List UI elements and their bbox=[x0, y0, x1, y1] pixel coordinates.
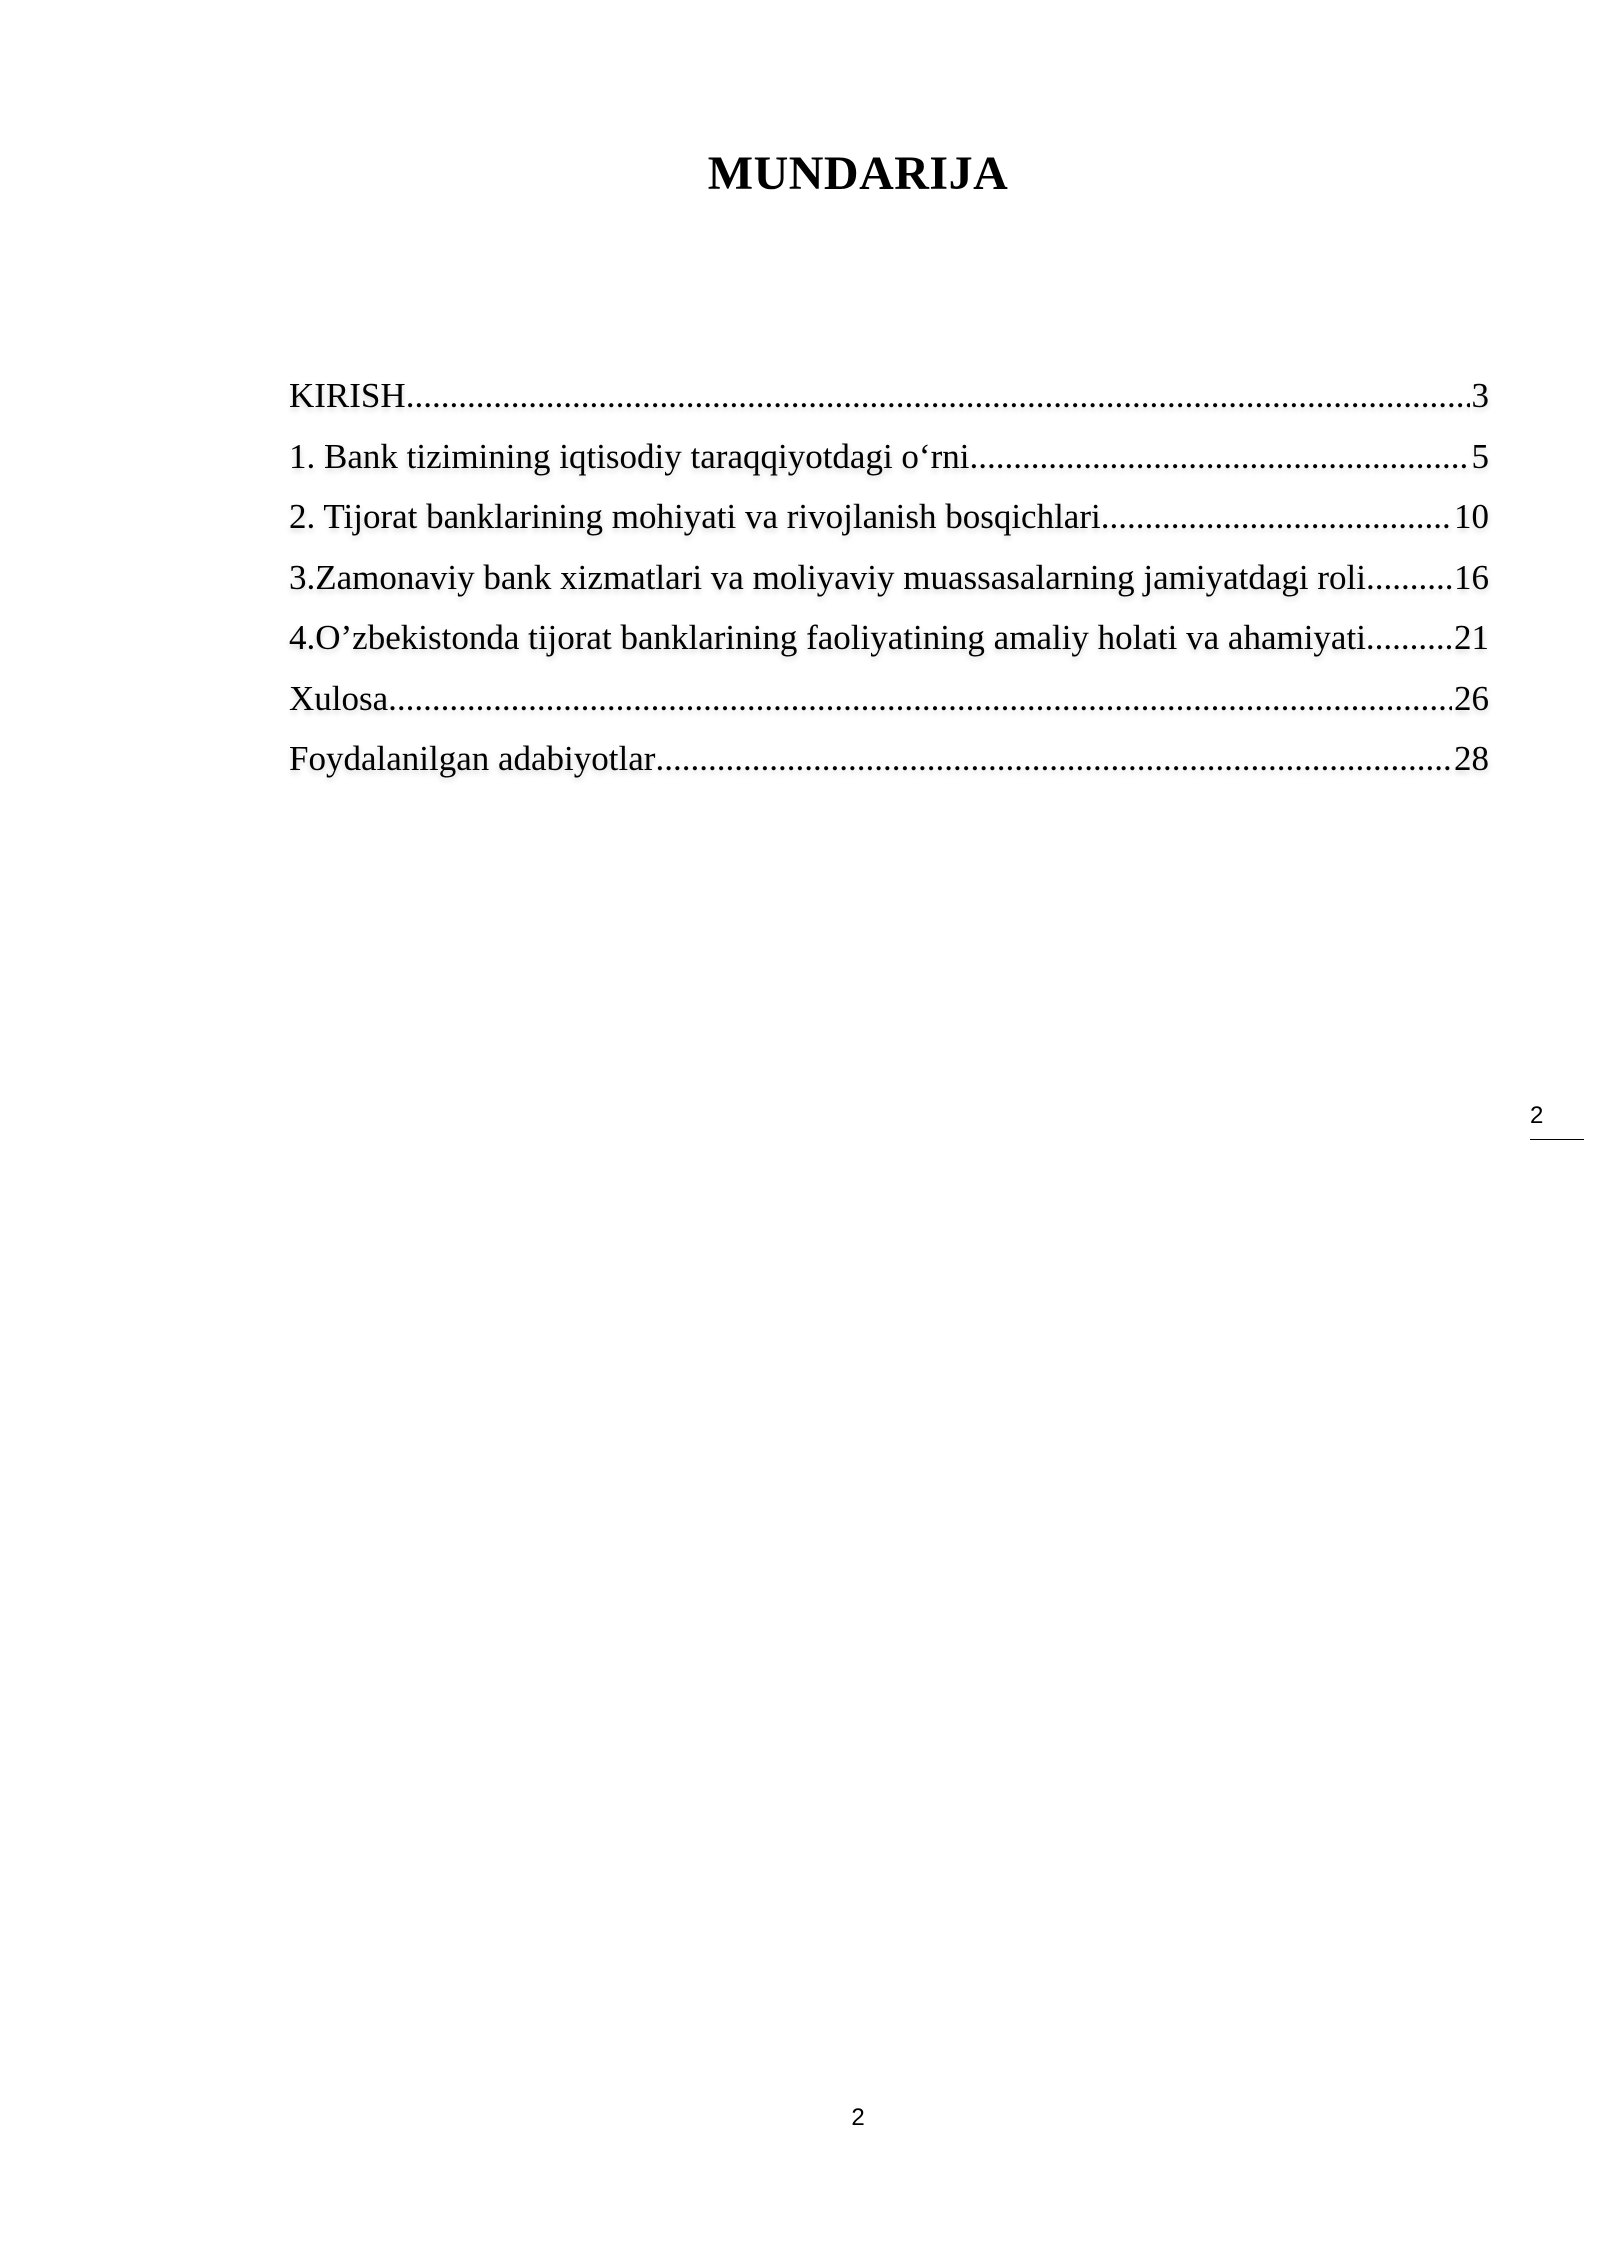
toc-entry-page: 28 bbox=[1454, 739, 1489, 778]
toc-entry-label: 4.O’zbekistonda tijorat banklarining faoliyatining amaliy holati va ahamiyati bbox=[289, 618, 1366, 657]
toc-entry-page: 21 bbox=[1454, 618, 1489, 657]
toc-leader-dots bbox=[1101, 487, 1452, 547]
toc-entry-label: 2. Tijorat banklarining mohiyati va rivojlanish bosqichlari bbox=[289, 497, 1101, 536]
toc-leader-dots bbox=[388, 669, 1452, 729]
toc-entry-adabiyotlar[interactable] bbox=[289, 729, 1489, 790]
toc-entry-page: 10 bbox=[1454, 497, 1489, 536]
page-title: MUNDARIJA bbox=[707, 147, 1009, 200]
toc-entry-label: KIRISH bbox=[289, 376, 406, 415]
toc-leader-dots bbox=[1366, 548, 1452, 608]
toc-entry-kirish[interactable] bbox=[289, 366, 1489, 427]
toc-entry-label: Xulosa bbox=[289, 678, 389, 718]
toc-entry-label: Foydalanilgan adabiyotlar bbox=[289, 739, 656, 778]
toc-leader-dots bbox=[969, 427, 1469, 487]
toc-entry-label: 3.Zamonaviy bank xizmatlari va moliyaviy muassasalarning jamiyatdagi roli bbox=[289, 557, 1366, 597]
toc-entry-xulosa[interactable] bbox=[289, 669, 1489, 730]
toc-entry-chapter-1[interactable] bbox=[289, 427, 1489, 488]
table-of-contents bbox=[289, 366, 1489, 790]
footer-page-number: 2 bbox=[851, 2104, 865, 2131]
toc-entry-page: 5 bbox=[1471, 436, 1489, 476]
toc-leader-dots bbox=[1366, 608, 1452, 668]
toc-entry-label: 1. Bank tizimining iqtisodiy taraqqiyotdagi o‘rni bbox=[289, 436, 970, 476]
toc-entry-chapter-2[interactable] bbox=[289, 487, 1489, 548]
margin-rule bbox=[1530, 1139, 1584, 1140]
toc-entry-chapter-3[interactable] bbox=[289, 548, 1489, 609]
toc-entry-page: 3 bbox=[1471, 376, 1489, 415]
toc-entry-page: 26 bbox=[1454, 678, 1489, 718]
toc-leader-dots bbox=[406, 366, 1470, 426]
toc-entry-page: 16 bbox=[1454, 557, 1489, 597]
margin-page-number: 2 bbox=[1530, 1102, 1544, 1129]
toc-entry-chapter-4[interactable] bbox=[289, 608, 1489, 669]
toc-leader-dots bbox=[655, 729, 1452, 789]
